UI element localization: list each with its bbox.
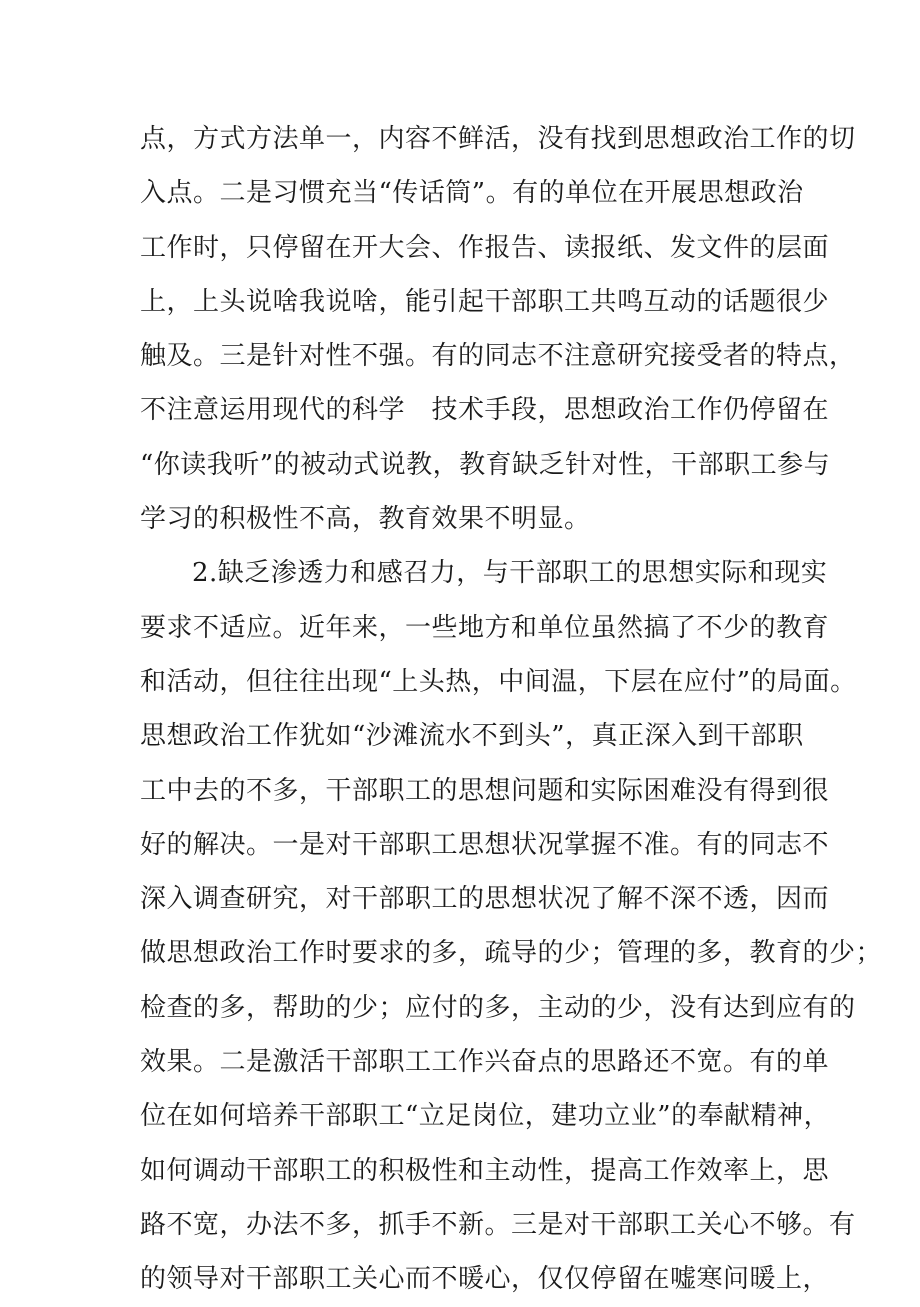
text-line: “你读我听”的被动式说教，教育缺乏针对性，干部职工参与 — [140, 449, 831, 480]
text-line: 思想政治工作犹如“沙滩流水不到头”，真正深入到干部职 — [140, 721, 804, 752]
text-line: 位在如何培养干部职工“立足岗位，建功立业”的奉献精神， — [140, 1101, 831, 1132]
text-line: 和活动，但往往出现“上头热，中间温，下层在应付”的局面。 — [140, 666, 857, 697]
text-line: 做思想政治工作时要求的多，疏导的少；管理的多，教育的少； — [140, 938, 883, 969]
paragraph-start-line: 2.缺乏渗透力和感召力，与干部职工的思想实际和现实 — [192, 558, 828, 589]
text-line: 路不宽，办法不多，抓手不新。三是对干部职工关心不够。有 — [140, 1209, 856, 1240]
text-line: 效果。二是激活干部职工工作兴奋点的思路还不宽。有的单 — [140, 1047, 830, 1078]
text-line: 点，方式方法单一，内容不鲜活，没有找到思想政治工作的切 — [140, 124, 856, 154]
text-line: 工中去的不多，干部职工的思想问题和实际困难没有得到很 — [140, 775, 830, 806]
text-line: 不注意运用现代的科学 技术手段，思想政治工作仍停留在 — [140, 395, 830, 426]
text-line: 深入调查研究，对干部职工的思想状况了解不深不透，因而 — [140, 884, 830, 915]
text-line: 如何调动干部职工的积极性和主动性，提高工作效率上，思 — [140, 1155, 830, 1186]
text-line: 好的解决。一是对干部职工思想状况掌握不准。有的同志不 — [140, 829, 830, 860]
text-line: 触及。三是针对性不强。有的同志不注意研究接受者的特点， — [140, 341, 856, 372]
body-text — [140, 112, 883, 1307]
text-line: 的领导对干部职工关心而不暖心，仅仅停留在嘘寒问暖上， — [140, 1264, 830, 1295]
text-line: 工作时，只停留在开大会、作报告、读报纸、发文件的层面 — [140, 232, 830, 263]
paragraph-end-line: 学习的积极性不高，教育效果不明显。 — [140, 504, 591, 535]
text-line: 检查的多，帮助的少；应付的多，主动的少，没有达到应有的 — [140, 992, 856, 1023]
text-line: 要求不适应。近年来，一些地方和单位虽然搞了不少的教育 — [140, 612, 830, 643]
text-line: 上，上头说啥我说啥，能引起干部职工共鸣互动的话题很少 — [140, 286, 830, 317]
text-line: 入点。二是习惯充当“传话筒”。有的单位在开展思想政治 — [140, 178, 804, 209]
